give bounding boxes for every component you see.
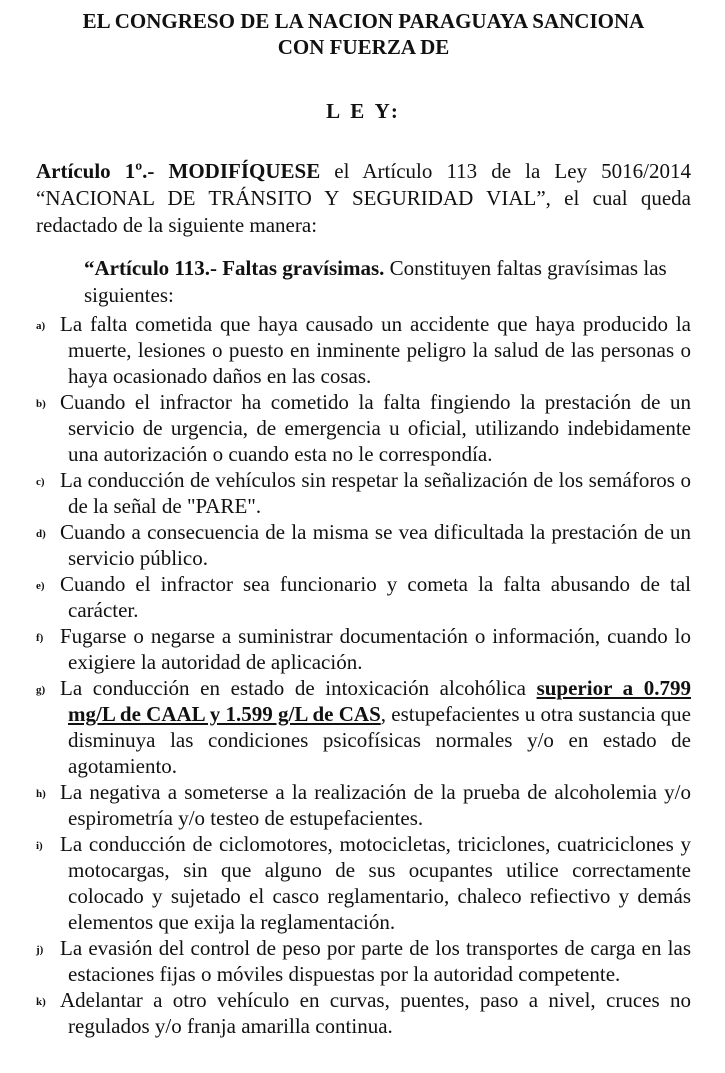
- item-letter: g): [36, 684, 46, 696]
- item-letter: c): [36, 476, 45, 488]
- item-letter: k): [36, 996, 46, 1008]
- heading-line-2: CON FUERZA DE: [277, 35, 450, 59]
- item-text-after: , estupefacientes u otra sustancia que disminuya las condiciones psicofísicas normales y/o en estado de agotamiento.: [68, 702, 691, 778]
- item-text: La evasión del control de peso por parte de los transportes de carga en las estaciones fijas o móviles dispuestas por la autoridad competente.: [60, 936, 691, 986]
- faltas-list: [36, 311, 691, 1039]
- list-item: [36, 571, 691, 623]
- item-text: Cuando el infractor sea funcionario y cometa la falta abusando de tal carácter.: [60, 572, 691, 622]
- item-text: La negativa a someterse a la realización de la prueba de alcoholemia y/o espirometría y/o testeo de estupefacientes.: [60, 780, 691, 830]
- heading-line-1: EL CONGRESO DE LA NACION PARAGUAYA SANCIONA: [82, 9, 645, 33]
- list-item: [36, 389, 691, 467]
- item-text: Cuando a consecuencia de la misma se vea dificultada la prestación de un servicio público.: [60, 520, 691, 570]
- item-text: La conducción de ciclomotores, motocicletas, triciclones, cuatriciclones y motocargas, sin que alguno de sus ocupantes utilice correctamente colocado y sujetado el casco reglamentario, chaleco refiectivo y demás elementos que exija la reglamentación.: [60, 832, 691, 934]
- article-1-verb: MODIFÍQUESE: [168, 159, 321, 183]
- article-113-intro: Constituyen faltas gravísimas las siguientes:: [84, 256, 667, 307]
- item-text: La falta cometida que haya causado un accidente que haya producido la muerte, lesiones o puesto en inminente peligro la salud de las personas o haya ocasionado daños en las cosas.: [60, 312, 691, 388]
- article-1: [36, 158, 691, 239]
- list-item: [36, 831, 691, 935]
- item-letter: d): [36, 528, 46, 540]
- item-letter: a): [36, 320, 46, 332]
- list-item: [36, 935, 691, 987]
- item-text: La conducción de vehículos sin respetar la señalización de los semáforos o de la señal de "PARE".: [60, 468, 691, 518]
- list-item: [36, 467, 691, 519]
- list-item: [36, 519, 691, 571]
- article-1-label: Artículo 1º.-: [36, 159, 155, 183]
- article-113-heading: [84, 255, 691, 309]
- list-item: [36, 779, 691, 831]
- item-text: [60, 675, 691, 779]
- list-item: [36, 311, 691, 389]
- item-letter: f): [36, 632, 44, 644]
- article-1-text: el Artículo 113 de la Ley 5016/2014 “NACIONAL DE TRÁNSITO Y SEGURIDAD VIAL”, el cual queda redactado de la siguiente manera:: [36, 159, 691, 237]
- item-text-before: La conducción en estado de intoxicación alcohólica: [60, 676, 537, 700]
- ley-title: L E Y:: [326, 99, 401, 123]
- item-text: Fugarse o negarse a suministrar documentación o información, cuando lo exigiere la autoridad de aplicación.: [60, 624, 691, 674]
- item-letter: b): [36, 398, 46, 410]
- item-text: Cuando el infractor ha cometido la falta fingiendo la prestación de un servicio de urgencia, de emergencia u oficial, utilizando indebidamente una autorización o cuando esta no le correspondía.: [60, 390, 691, 466]
- list-item: [36, 675, 691, 779]
- item-letter: e): [36, 580, 45, 592]
- list-item: [36, 623, 691, 675]
- item-letter: h): [36, 788, 46, 800]
- item-text: Adelantar a otro vehículo en curvas, puentes, paso a nivel, cruces no regulados y/o franja amarilla continua.: [60, 988, 691, 1038]
- item-letter: i): [36, 840, 43, 852]
- item-letter: j): [36, 944, 44, 956]
- alcohol-limit-emphasis: superior a 0.799 mg/L de CAAL y 1.599 g/L de CAS: [68, 676, 691, 726]
- article-113-label: “Artículo 113.- Faltas gravísimas.: [84, 256, 385, 280]
- list-item: [36, 987, 691, 1039]
